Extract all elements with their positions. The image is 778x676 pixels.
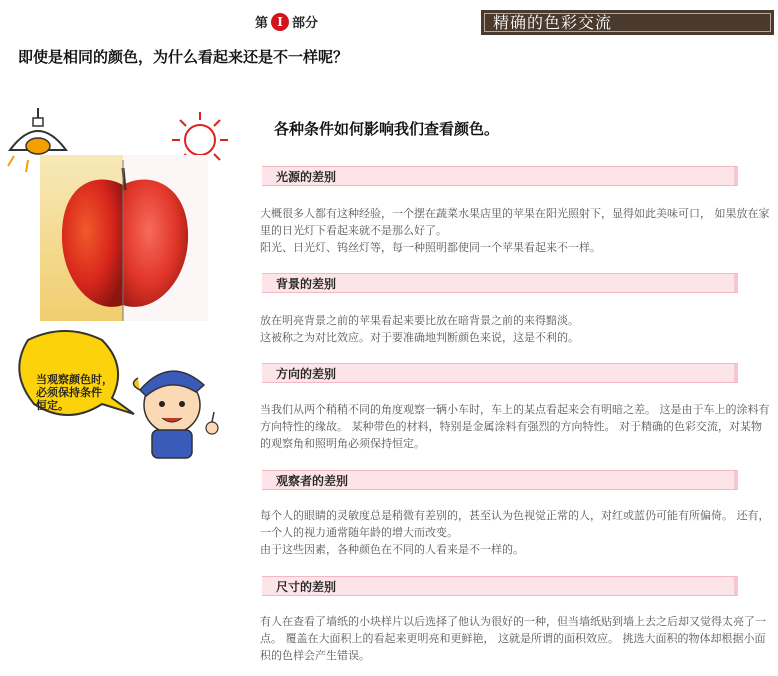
section-header-size: [262, 576, 738, 596]
part-suffix: 部分: [292, 16, 319, 31]
section-header-background: [262, 273, 738, 293]
section-paragraph: 由于这些因素，各种颜色在不同的人看来是不一样的。: [260, 543, 524, 556]
section-header-observer: [262, 470, 738, 490]
banner-title: 精确的色彩交流: [481, 10, 774, 35]
section-paragraph: 放在明亮背景之前的苹果看起来要比放在暗背景之前的来得黯淡。: [260, 314, 579, 327]
section-paragraph: 这被称之为对比效应。对于要准确地判断颜色来说，这是不利的。: [260, 331, 579, 344]
part-number-badge: I: [271, 13, 289, 31]
section-paragraph: 每个人的眼睛的灵敏度总是稍微有差别的，甚至认为色视觉正常的人，对红或蓝仍可能有所偏倚。 还有，一个人的视力通常随年龄的增大而改变。: [260, 509, 770, 539]
section-body-observer: [260, 507, 772, 558]
section-title: 尺寸的差别: [276, 580, 337, 594]
page-subtitle: 各种条件如何影响我们查看颜色。: [274, 120, 500, 138]
section-header-direction: [262, 363, 738, 383]
bubble-line: 恒定。: [36, 399, 69, 412]
section-body-background: [260, 312, 772, 346]
apple-illustration: [0, 100, 260, 470]
section-paragraph: 当我们从两个稍稍不同的角度观察一辆小车时，车上的某点看起来会有明暗之差。 这是由于车上的涂料有方向特性的缘故。 某种带色的材料，特别是金属涂料有强烈的方向特性。 对于精确的色彩交流，对某物的观察角和照明角必须保持恒定。: [260, 403, 770, 450]
section-header-light-source: [262, 166, 738, 186]
part-label: [255, 12, 318, 31]
section-title: 观察者的差别: [276, 474, 349, 488]
section-body-size: [260, 613, 772, 664]
section-paragraph: 有人在查看了墙纸的小块样片以后选择了他认为很好的一种，但当墙纸贴到墙上去之后却又觉得太亮了一点。 覆盖在大面积上的看起来更明亮和更鲜艳， 这就是所谓的面积效应。 挑选大面积的物体却根据小面积的色样会产生错误。: [260, 615, 766, 662]
bubble-line: 必须保持条件: [36, 386, 102, 399]
section-title: 光源的差别: [276, 170, 337, 184]
bubble-line: 当观察颜色时，: [36, 373, 113, 386]
section-body-light-source: [260, 205, 772, 256]
section-paragraph: 阳光、日光灯、钨丝灯等，每一种照明都使同一个苹果看起来不一样。: [260, 241, 601, 254]
section-body-direction: [260, 401, 772, 452]
boy-character-icon: [133, 371, 218, 458]
section-title: 方向的差别: [276, 367, 337, 381]
part-prefix: 第: [255, 16, 269, 31]
page-question: 即使是相同的颜色，为什么看起来还是不一样呢？: [18, 48, 349, 66]
bubble-text: [36, 373, 113, 412]
section-title: 背景的差别: [276, 277, 337, 291]
section-paragraph: 大概很多人都有这种经验，一个摆在蔬菜水果店里的苹果在阳光照射下，显得如此美味可口， 如果放在家里的日光灯下看起来就不是那么好了。: [260, 207, 770, 237]
